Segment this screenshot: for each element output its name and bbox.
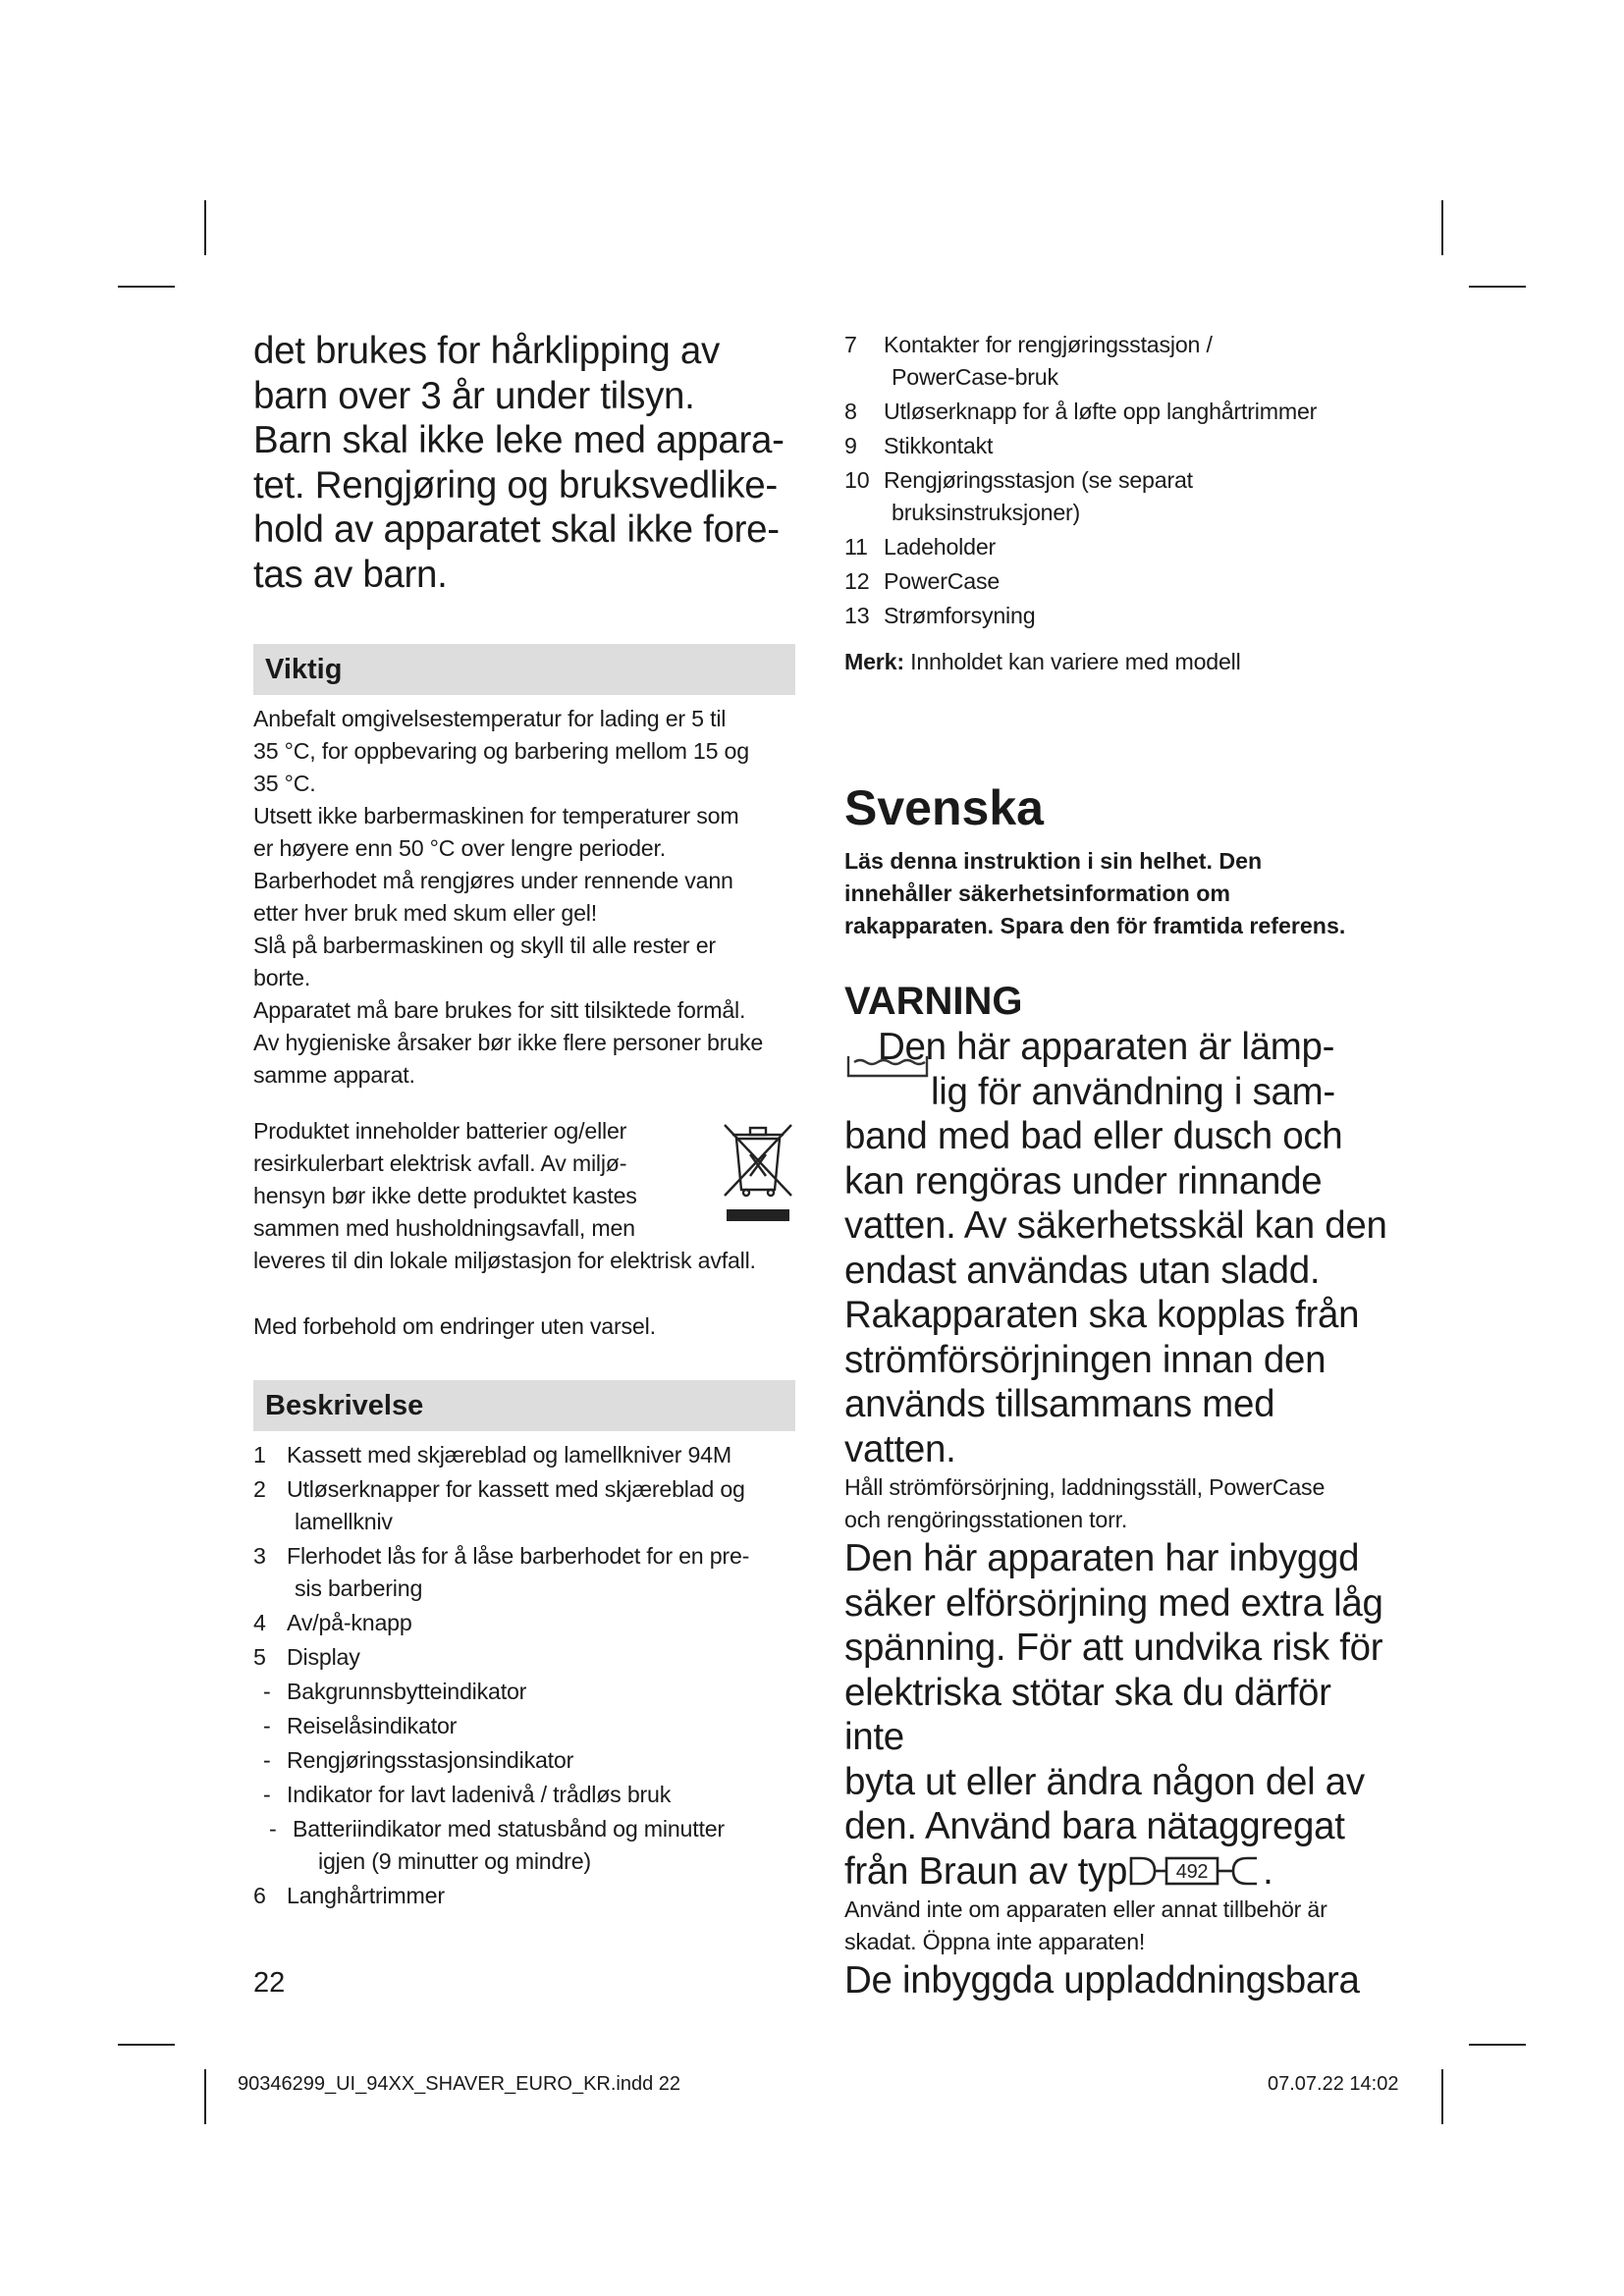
item-text: Reiselåsindikator bbox=[287, 1713, 458, 1738]
item-text: Rengjøringsstasjonsindikator bbox=[287, 1747, 574, 1773]
crop-mark bbox=[118, 2044, 175, 2046]
svenska-intro bbox=[844, 845, 1394, 942]
list-item bbox=[844, 430, 1394, 462]
item-number: - bbox=[263, 1713, 271, 1738]
damage-note-line: skadat. Öppna inte apparaten! bbox=[844, 1929, 1146, 1954]
item-number: 8 bbox=[844, 399, 857, 424]
item-number: 3 bbox=[253, 1543, 266, 1569]
shower-bath-icon bbox=[844, 1031, 931, 1086]
crop-mark bbox=[1441, 2069, 1443, 2124]
plug-type-icon bbox=[1127, 1852, 1263, 1890]
plug-type-number: 492 bbox=[1175, 1860, 1209, 1883]
list-item bbox=[844, 464, 1394, 529]
list-subitem bbox=[253, 1710, 795, 1742]
power-line: Den här apparaten har inbyggd bbox=[844, 1537, 1360, 1579]
varning-line: strömförsörjningen innan den bbox=[844, 1338, 1326, 1381]
list-subitem bbox=[253, 1779, 795, 1811]
weee-line: sammen med husholdningsavfall, men bbox=[253, 1215, 635, 1241]
svenska-heading: Svenska bbox=[844, 780, 1044, 835]
item-number: 2 bbox=[253, 1476, 266, 1502]
viktig-line: er høyere enn 50 °C over lengre perioder. bbox=[253, 835, 666, 861]
power-line-text: från Braun av typ bbox=[844, 1849, 1128, 1893]
page-number: 22 bbox=[253, 1967, 286, 1999]
item-text: Av/på-knapp bbox=[287, 1610, 412, 1635]
item-number: 1 bbox=[253, 1442, 266, 1468]
viktig-line: etter hver bruk med skum eller gel! bbox=[253, 900, 597, 926]
intro-line: Barn skal ikke leke med appara- bbox=[253, 419, 785, 461]
intro-line: hold av apparatet skal ikke fore- bbox=[253, 508, 780, 551]
list-item bbox=[253, 1439, 795, 1471]
list-item bbox=[844, 565, 1394, 598]
varning-line: används tillsammans med vatten. bbox=[844, 1383, 1275, 1470]
viktig-line: 35 °C. bbox=[253, 771, 316, 796]
damage-note-line: Använd inte om apparaten eller annat tillbehör är bbox=[844, 1896, 1327, 1922]
viktig-line: Barberhodet må rengjøres under rennende vann bbox=[253, 868, 733, 893]
viktig-line: 35 °C, for oppbevaring og barbering mellom 15 og bbox=[253, 738, 749, 764]
crop-mark bbox=[1469, 286, 1526, 288]
intro-line: det brukes for hårklipping av bbox=[253, 330, 720, 372]
crop-mark bbox=[118, 286, 175, 288]
viktig-line: samme apparat. bbox=[253, 1062, 415, 1088]
crop-mark bbox=[204, 2069, 206, 2124]
power-line: den. Använd bara nätaggregat bbox=[844, 1805, 1345, 1847]
intro-line: tas av barn. bbox=[253, 553, 448, 596]
item-number: - bbox=[263, 1782, 271, 1807]
viktig-line: borte. bbox=[253, 965, 311, 990]
item-text: Kontakter for rengjøringsstasjon / bbox=[884, 332, 1213, 357]
item-text: Bakgrunnsbytteindikator bbox=[287, 1679, 527, 1704]
varning-line: kan rengöras under rinnande bbox=[844, 1159, 1323, 1202]
list-item bbox=[253, 1473, 795, 1538]
item-number: 5 bbox=[253, 1644, 266, 1670]
crop-mark bbox=[1441, 200, 1443, 255]
viktig-line: Slå på barbermaskinen og skyll til alle rester er bbox=[253, 933, 716, 958]
intro-paragraph bbox=[253, 329, 795, 597]
list-subitem bbox=[253, 1813, 795, 1878]
varning-section bbox=[844, 1025, 1394, 1471]
power-line: elektriska stötar ska du därför inte bbox=[844, 1671, 1331, 1758]
item-text: Batteriindikator med statusbånd og minutter bbox=[293, 1816, 725, 1842]
viktig-heading: Viktig bbox=[253, 644, 795, 695]
crossed-bin-icon bbox=[721, 1119, 795, 1225]
weee-line: leveres til din lokale miljøstasjon for elektrisk avfall. bbox=[253, 1248, 756, 1273]
merk-label: Merk: bbox=[844, 649, 904, 674]
power-supply-paragraph bbox=[844, 1536, 1394, 1894]
varning-line: endast användas utan sladd. bbox=[844, 1249, 1321, 1292]
beskrivelse-heading: Beskrivelse bbox=[253, 1380, 795, 1431]
svenska-intro-line: innehåller säkerhetsinformation om bbox=[844, 881, 1230, 906]
list-item bbox=[844, 329, 1394, 394]
varning-line: band med bad eller dusch och bbox=[844, 1115, 1343, 1157]
weee-line: Produktet inneholder batterier og/eller bbox=[253, 1118, 627, 1144]
viktig-line: Av hygieniske årsaker bør ikke flere personer bruke bbox=[253, 1030, 764, 1055]
item-number: 7 bbox=[844, 332, 857, 357]
power-line: spänning. För att undvika risk för bbox=[844, 1627, 1383, 1669]
power-line: byta ut eller ändra någon del av bbox=[844, 1760, 1365, 1803]
item-number: - bbox=[263, 1747, 271, 1773]
crop-mark bbox=[204, 200, 206, 255]
list-subitem bbox=[253, 1744, 795, 1777]
item-number: 9 bbox=[844, 433, 857, 458]
svenska-intro-line: Läs denna instruktion i sin helhet. Den bbox=[844, 848, 1263, 874]
list-item bbox=[844, 600, 1394, 632]
item-number: 6 bbox=[253, 1883, 266, 1908]
item-text-cont: sis barbering bbox=[295, 1575, 423, 1601]
crop-mark bbox=[1469, 2044, 1526, 2046]
footer-date: 07.07.22 14:02 bbox=[1268, 2073, 1399, 2095]
forbehold-text: Med forbehold om endringer uten varsel. bbox=[253, 1313, 656, 1339]
weee-section bbox=[253, 1115, 795, 1277]
varning-line: vatten. Av säkerhetsskäl kan den bbox=[844, 1204, 1387, 1247]
dry-note-line: Håll strömförsörjning, laddningsställ, PowerCase bbox=[844, 1474, 1326, 1500]
item-text: Ladeholder bbox=[884, 534, 997, 560]
weee-line: hensyn bør ikke dette produktet kastes bbox=[253, 1183, 637, 1208]
item-number: 4 bbox=[253, 1610, 266, 1635]
viktig-line: Utsett ikke barbermaskinen for temperaturer som bbox=[253, 803, 739, 828]
item-text: Utløserknapper for kassett med skjæreblad og bbox=[287, 1476, 745, 1502]
item-text: Stikkontakt bbox=[884, 433, 994, 458]
item-number: 11 bbox=[844, 534, 868, 560]
item-number: - bbox=[269, 1816, 277, 1842]
description-list bbox=[253, 1439, 795, 1912]
varning-line: Den här apparaten är lämp- bbox=[878, 1026, 1335, 1068]
left-column bbox=[253, 329, 795, 1914]
dry-note-line: och rengöringsstationen torr. bbox=[844, 1507, 1128, 1532]
item-text: Kassett med skjæreblad og lamellkniver 94M bbox=[287, 1442, 731, 1468]
item-text: Flerhodet lås for å låse barberhodet for en pre- bbox=[287, 1543, 750, 1569]
footer-file: 90346299_UI_94XX_SHAVER_EURO_KR.indd 22 bbox=[238, 2073, 681, 2095]
item-text: PowerCase bbox=[884, 568, 1001, 594]
merk-text: Innholdet kan variere med modell bbox=[903, 649, 1241, 674]
list-item bbox=[253, 1607, 795, 1639]
item-text: Langhårtrimmer bbox=[287, 1883, 445, 1908]
merk-note bbox=[844, 646, 1394, 678]
power-line: säker elförsörjning med extra låg bbox=[844, 1581, 1383, 1625]
item-text: Indikator for lavt ladenivå / trådløs bruk bbox=[287, 1782, 672, 1807]
right-column bbox=[844, 329, 1394, 2003]
intro-line: tet. Rengjøring og bruksvedlike- bbox=[253, 463, 778, 507]
list-item bbox=[844, 396, 1394, 428]
item-number: 12 bbox=[844, 568, 870, 594]
battery-line: De inbyggda uppladdningsbara bbox=[844, 1959, 1360, 2002]
varning-heading: VARNING bbox=[844, 980, 1023, 1023]
varning-line: lig för användning i sam- bbox=[931, 1070, 1335, 1113]
power-line-end: . bbox=[1263, 1849, 1273, 1893]
item-text: Display bbox=[287, 1644, 360, 1670]
svenska-intro-line: rakapparaten. Spara den för framtida referens. bbox=[844, 913, 1346, 938]
item-number: 13 bbox=[844, 603, 870, 628]
description-list-continued bbox=[844, 329, 1394, 632]
item-number: 10 bbox=[844, 467, 870, 493]
list-item bbox=[253, 1641, 795, 1674]
item-text: Utløserknapp for å løfte opp langhårtrimmer bbox=[884, 399, 1318, 424]
varning-line: Rakapparaten ska kopplas från bbox=[844, 1294, 1360, 1336]
list-item bbox=[844, 531, 1394, 563]
item-text: Strømforsyning bbox=[884, 603, 1036, 628]
list-item bbox=[253, 1880, 795, 1912]
list-item bbox=[253, 1540, 795, 1605]
item-text-cont: igjen (9 minutter og mindre) bbox=[318, 1848, 591, 1874]
intro-line: barn over 3 år under tilsyn. bbox=[253, 374, 695, 417]
item-text-cont: bruksinstruksjoner) bbox=[892, 500, 1081, 525]
weee-line: resirkulerbart elektrisk avfall. Av miljø- bbox=[253, 1150, 627, 1176]
item-text: Rengjøringsstasjon (se separat bbox=[884, 467, 1193, 493]
power-line bbox=[844, 1849, 1394, 1895]
viktig-line: Apparatet må bare brukes for sitt tilsiktede formål. bbox=[253, 997, 746, 1023]
list-subitem bbox=[253, 1676, 795, 1708]
viktig-section bbox=[253, 703, 795, 1092]
viktig-line: Anbefalt omgivelsestemperatur for lading er 5 til bbox=[253, 706, 727, 731]
item-text-cont: PowerCase-bruk bbox=[892, 364, 1058, 390]
item-number: - bbox=[263, 1679, 271, 1704]
item-text-cont: lamellkniv bbox=[295, 1509, 393, 1534]
